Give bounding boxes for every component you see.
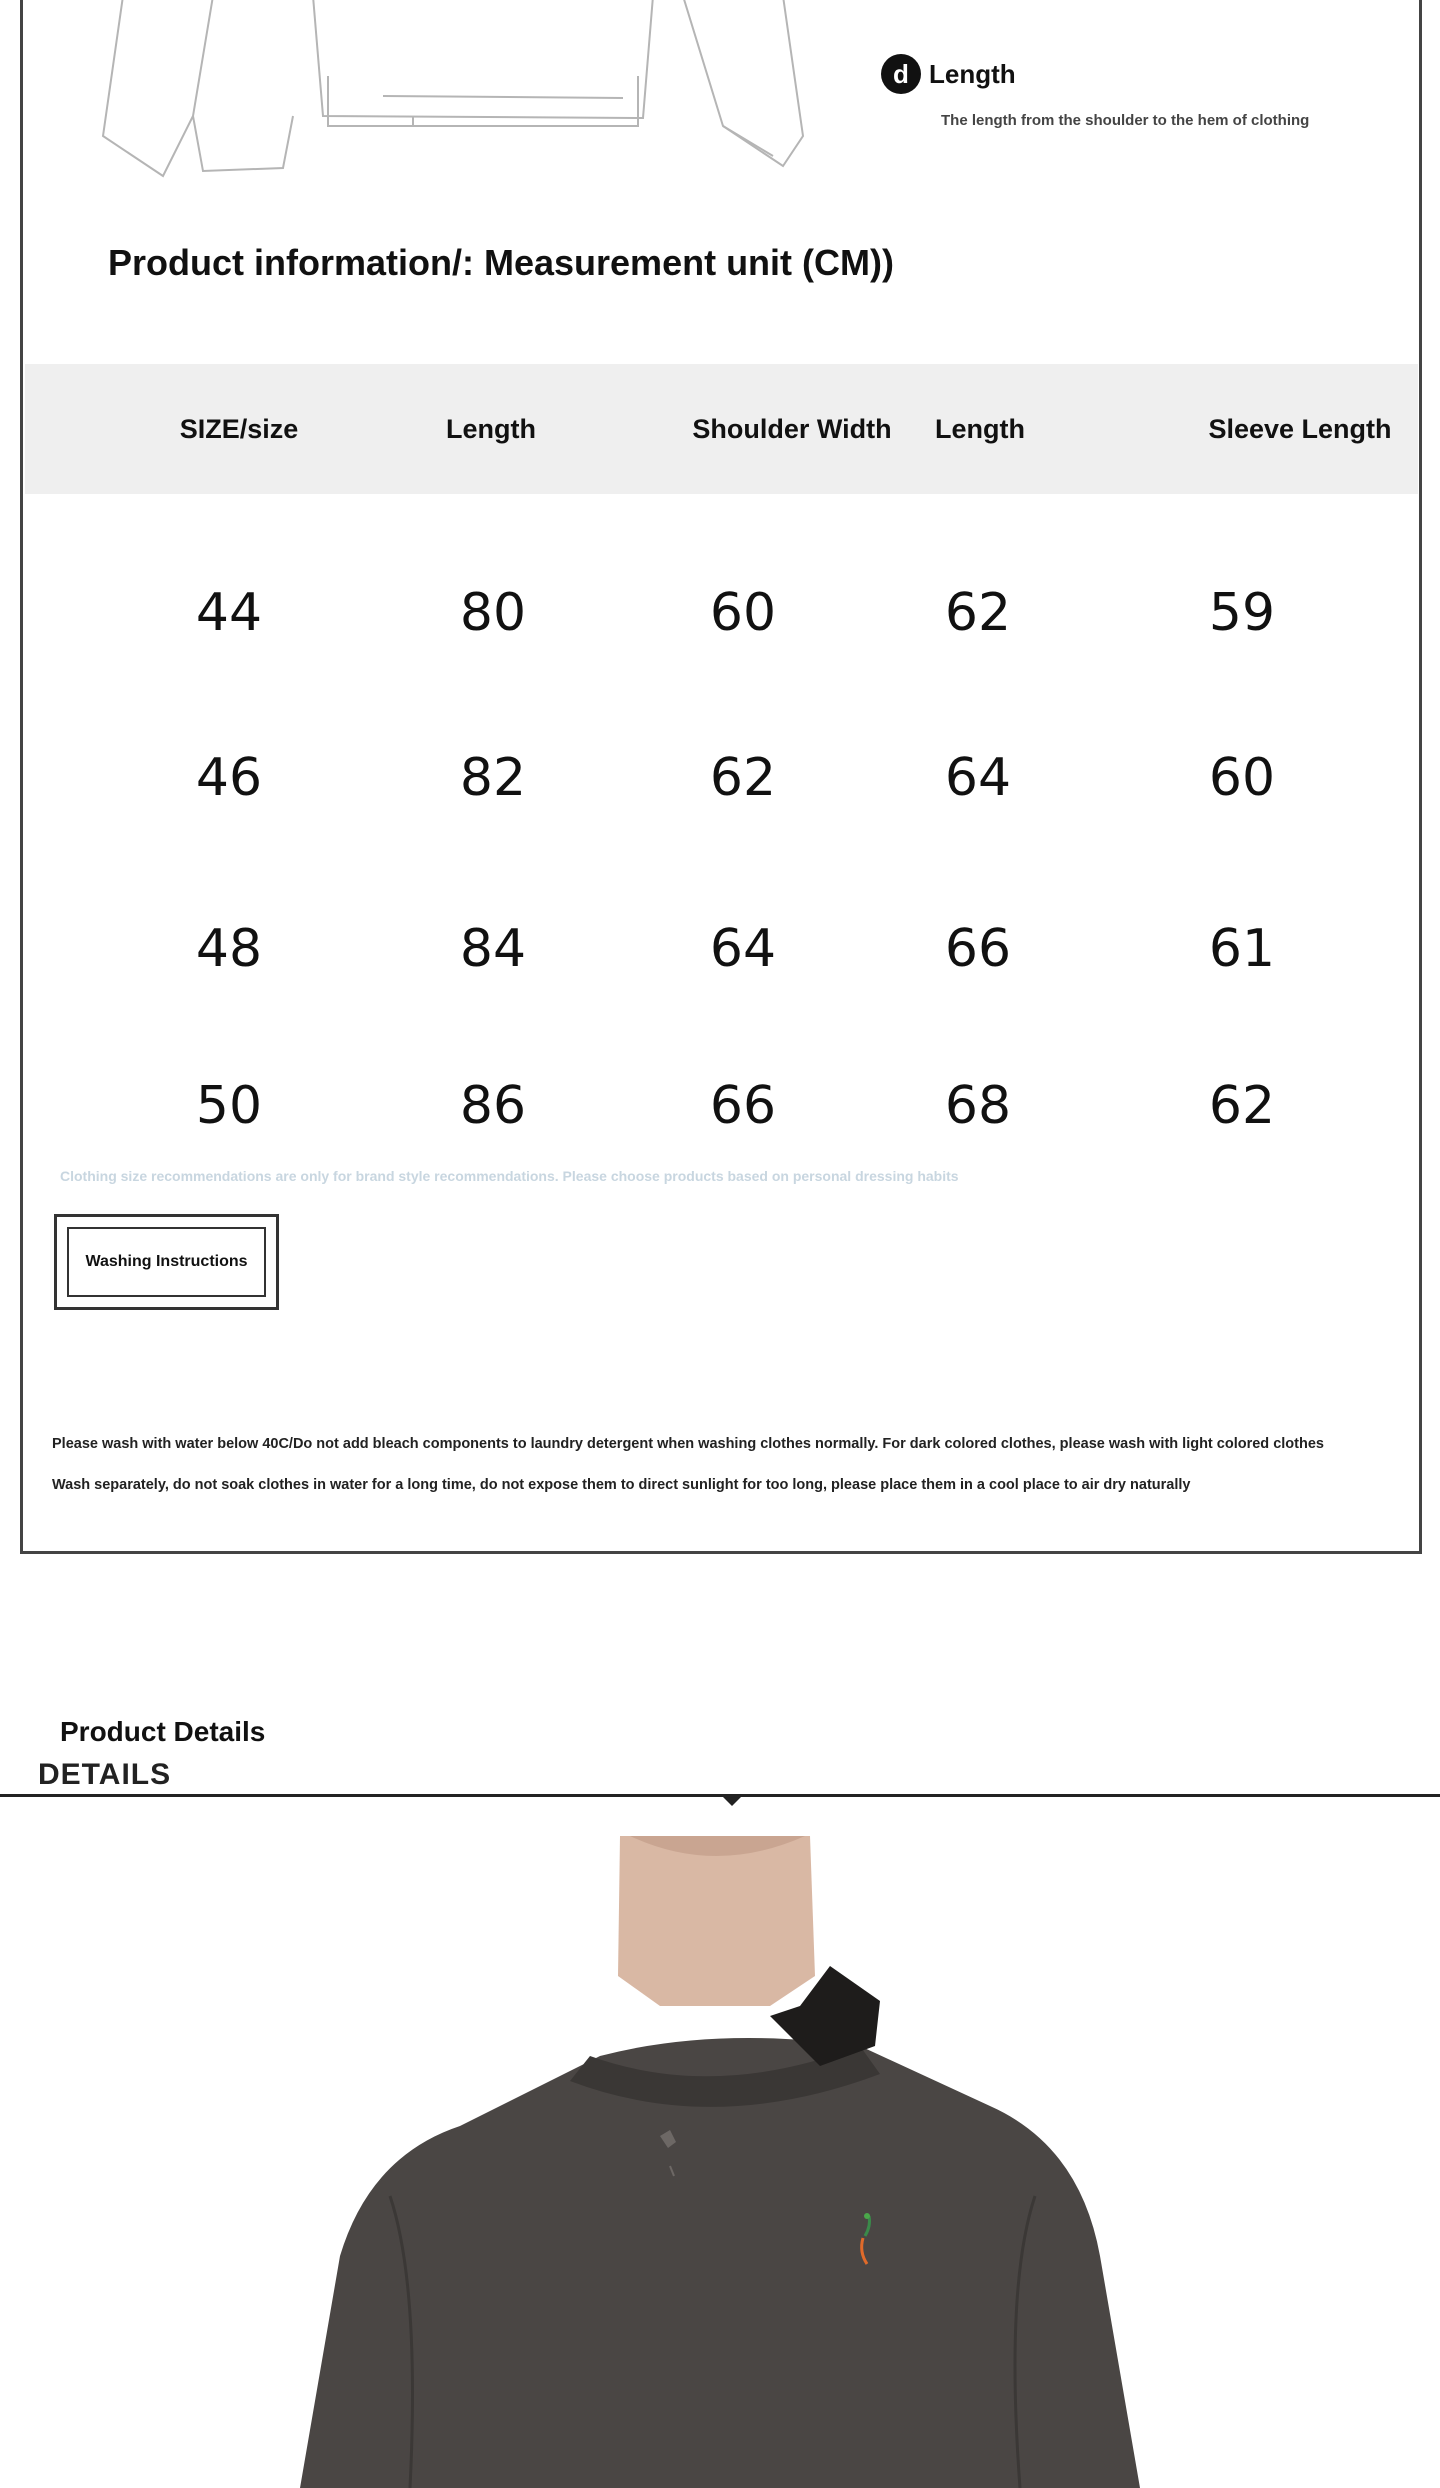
table-cell: 86 <box>459 1076 527 1136</box>
details-banner-text: DETAILS <box>38 1758 172 1791</box>
table-cell: 66 <box>944 919 1012 979</box>
table-cell: 46 <box>195 748 263 808</box>
table-cell: 62 <box>1208 1076 1276 1136</box>
table-cell: 44 <box>195 583 263 643</box>
washing-instructions-box <box>54 1214 279 1310</box>
measurement-description: The length from the shoulder to the hem of clothing <box>941 112 1310 129</box>
section-title: Product information/: Measurement unit (CM)) <box>108 242 894 283</box>
table-cell: 68 <box>944 1076 1012 1136</box>
product-details-heading: Product Details <box>60 1716 266 1747</box>
table-cell: 61 <box>1208 919 1276 979</box>
table-cell: 59 <box>1208 583 1276 643</box>
washing-text-line-1: Please wash with water below 40C/Do not add bleach components to laundry detergent when washing clothes normally. For dark colored clothes, please wash with light colored clothes <box>52 1436 1324 1452</box>
table-cell: 82 <box>459 748 527 808</box>
table-cell: 48 <box>195 919 263 979</box>
details-divider-notch <box>722 1796 742 1806</box>
table-cell: 80 <box>459 583 527 643</box>
table-cell: 60 <box>709 583 777 643</box>
header-shoulder-width: Shoulder Width <box>692 414 892 444</box>
size-table-header <box>25 364 1418 494</box>
size-recommendation-note: Clothing size recommendations are only for brand style recommendations. Please choose products based on personal dressing habits <box>60 1168 959 1184</box>
table-cell: 84 <box>459 919 527 979</box>
table-cell: 60 <box>1208 748 1276 808</box>
washing-text-line-2: Wash separately, do not soak clothes in water for a long time, do not expose them to direct sunlight for too long, please place them in a cool place to air dry naturally <box>52 1477 1191 1493</box>
product-photo-sweatshirt <box>300 1836 1140 2488</box>
header-length: Length <box>446 414 536 444</box>
table-cell: 62 <box>944 583 1012 643</box>
table-cell: 62 <box>709 748 777 808</box>
garment-sketch-illustration <box>83 0 843 186</box>
table-cell: 50 <box>195 1076 263 1136</box>
table-cell: 64 <box>944 748 1012 808</box>
header-length-2: Length <box>935 414 1025 444</box>
header-size: SIZE/size <box>179 414 299 444</box>
details-divider <box>0 1794 1440 1797</box>
table-cell: 66 <box>709 1076 777 1136</box>
measurement-label: Length <box>929 58 1016 89</box>
washing-instructions-label: Washing Instructions <box>67 1227 266 1297</box>
measurement-legend <box>881 54 1016 94</box>
table-cell: 64 <box>709 919 777 979</box>
header-sleeve-length: Sleeve Length <box>1208 414 1392 444</box>
measurement-letter-badge: d <box>881 54 921 94</box>
